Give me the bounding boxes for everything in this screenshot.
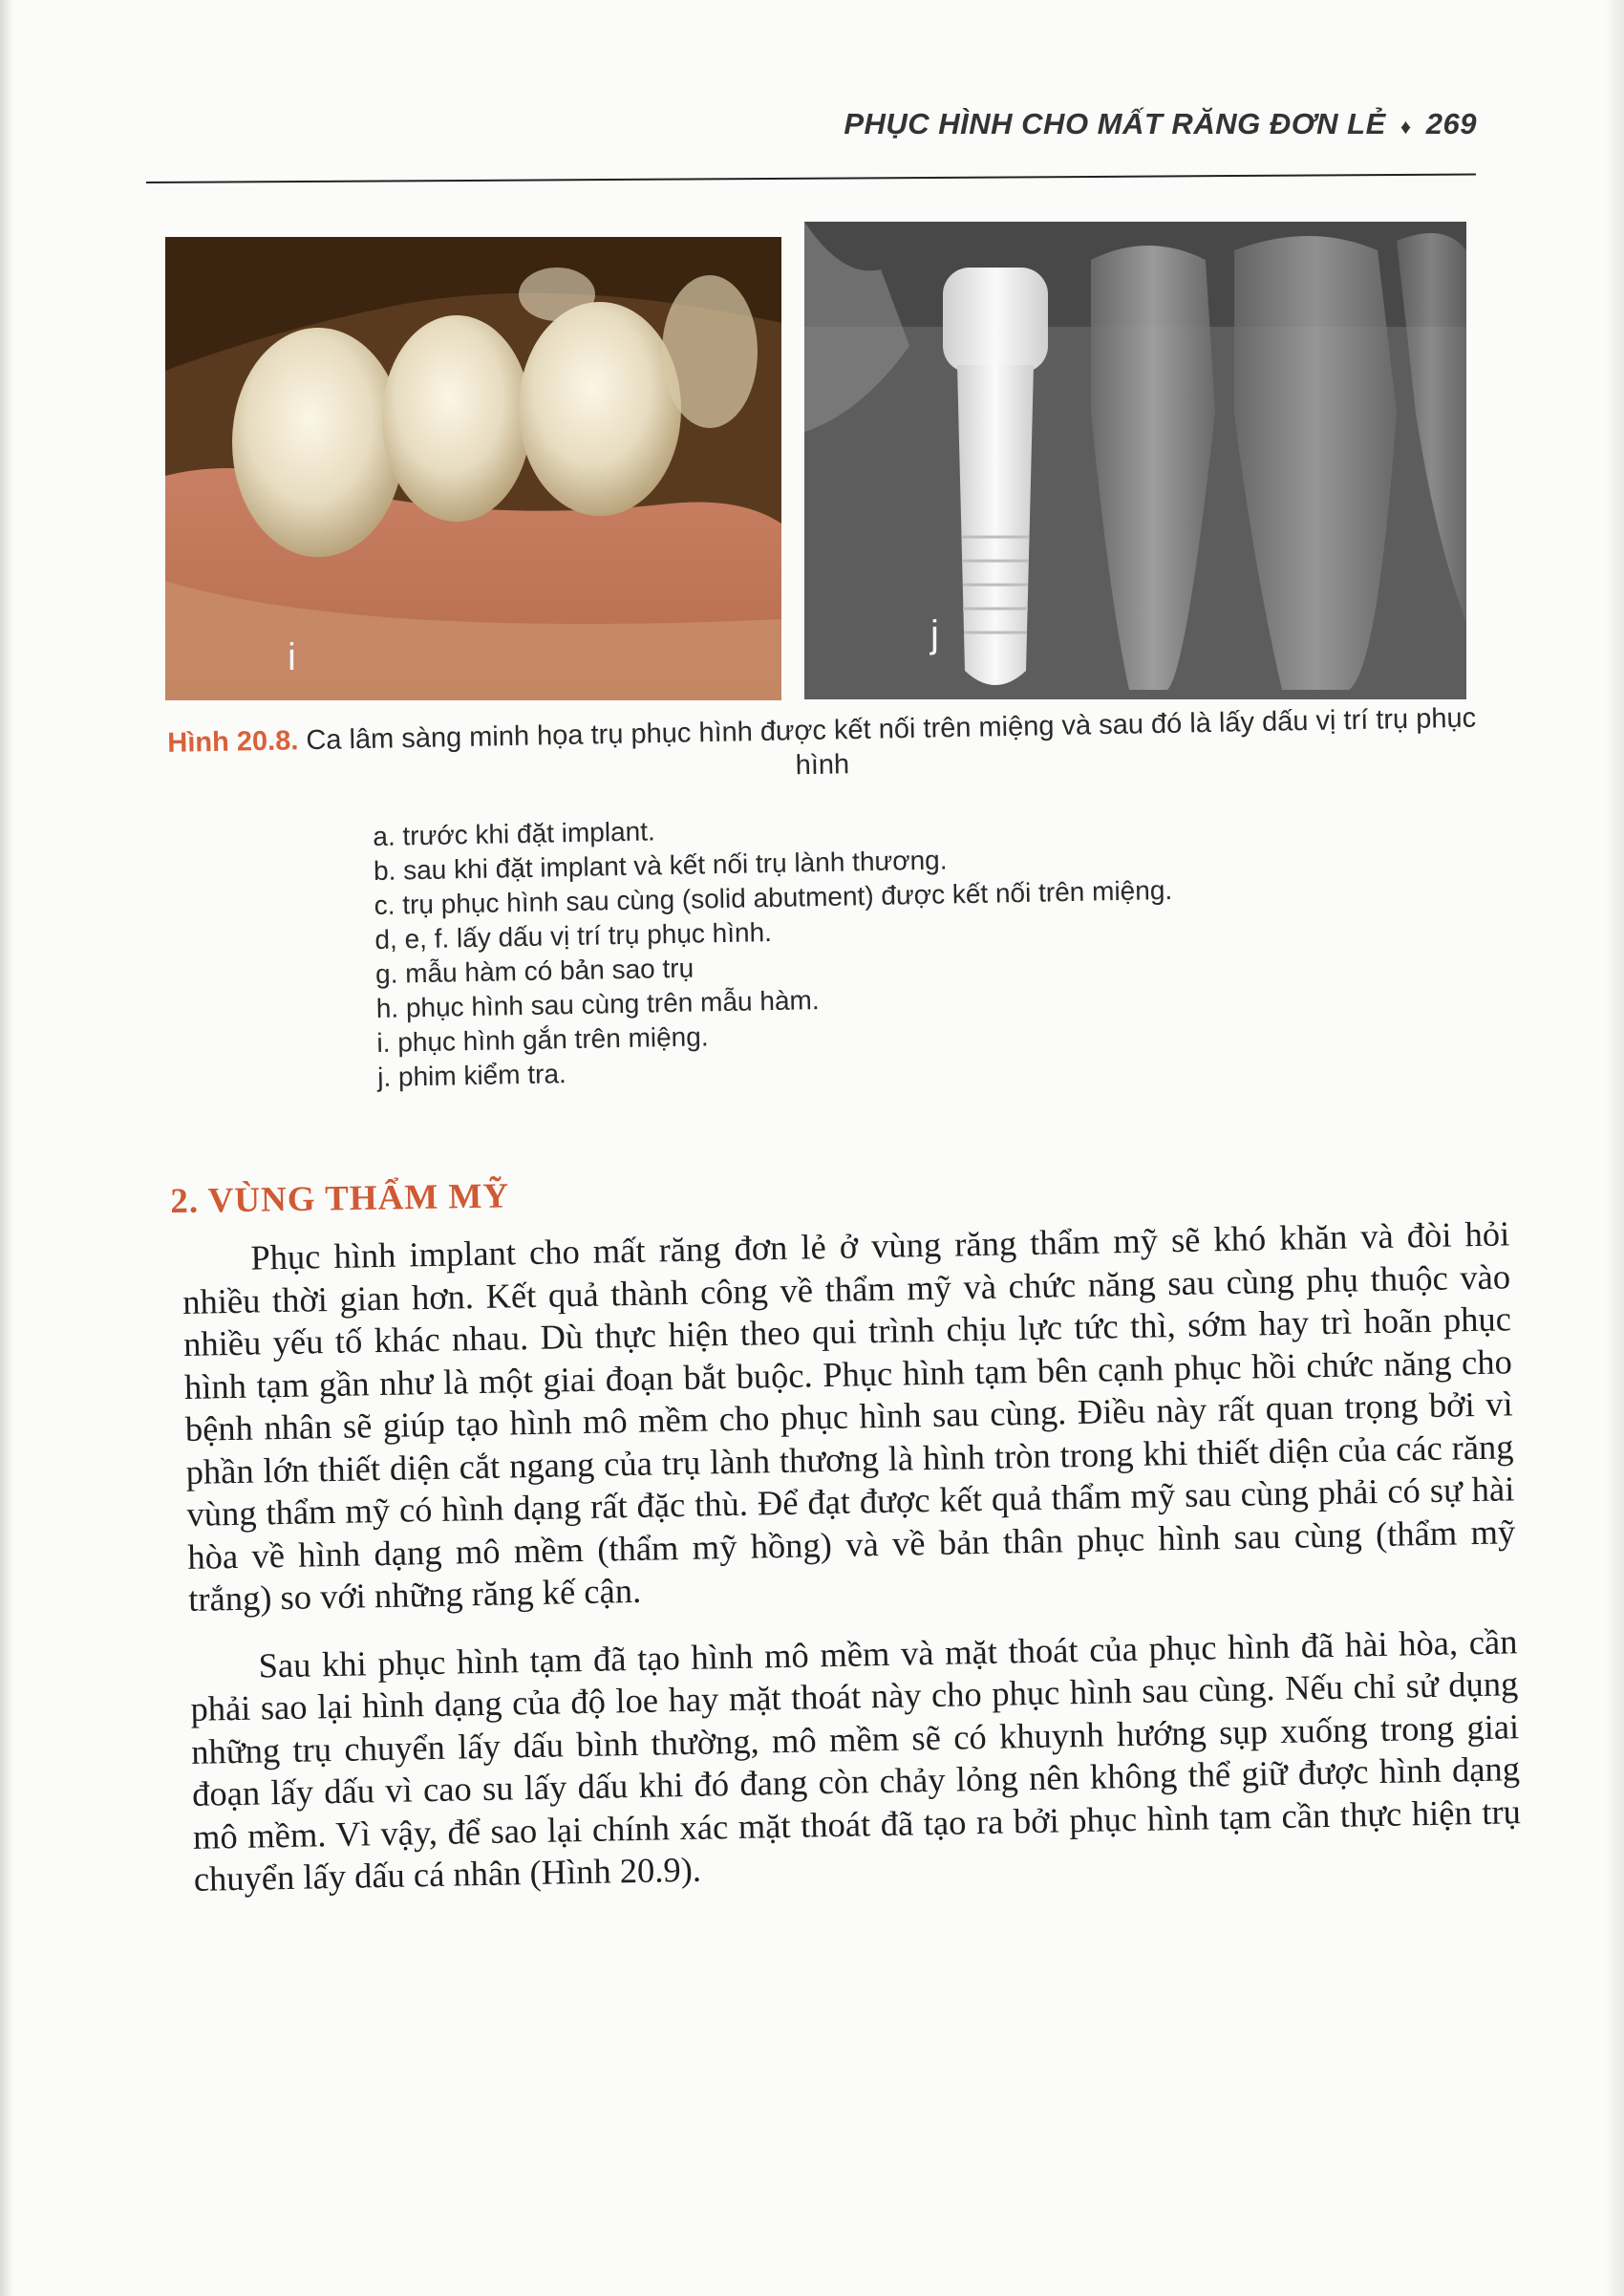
caption-item: b. sau khi đặt implant và kết nối trụ lành thương. xyxy=(373,845,948,886)
scan-edge-shadow xyxy=(0,0,13,2296)
panel-label-i: i xyxy=(288,636,296,678)
panel-label-j: j xyxy=(930,613,939,655)
page-number: 269 xyxy=(1425,107,1477,140)
running-title: PHỤC HÌNH CHO MẤT RĂNG ĐƠN LẺ xyxy=(844,107,1386,140)
body-text xyxy=(182,1212,1523,1925)
caption-item: g. mẫu hàm có bản sao trụ xyxy=(374,953,694,989)
intraoral-photo xyxy=(165,237,781,700)
caption-item: j. phim kiểm tra. xyxy=(376,1059,567,1092)
running-head xyxy=(822,107,1477,141)
caption-item: i. phục hình gắn trên miệng. xyxy=(376,1021,709,1058)
paragraph: Phục hình implant cho mất răng đơn lẻ ở vùng răng thẩm mỹ sẽ khó khăn và đòi hỏi nhiều thời gian hơn. Kết quả thành công về thẩm mỹ và chức năng sau cùng phụ thuộc vào nhiều yếu tố khác nhau. Dù thực hiện theo qui trình chịu lực tức thì, sớm hay trì hoãn phục hình tạm gần như là một giai đoạn bắt buộc. Phục hình tạm bên cạnh phục hồi chức năng cho bệnh nhân sẽ giúp tạo hình mô mềm cho phục hình sau cùng. Điều này rất quan trọng bởi vì phần lớn thiết diện cắt ngang của trụ lành thương là hình tròn trong khi thiết diện của các răng vùng thẩm mỹ có hình dạng rất đặc thù. Để đạt được kết quả thẩm mỹ sau cùng phải có sự hài hòa về hình dạng mô mềm (thẩm mỹ hồng) và về bản thân phục hình sau cùng (thẩm mỹ trắng) so với những răng kế cận. xyxy=(182,1213,1516,1619)
caption-list xyxy=(373,802,1333,1095)
radiograph-illustration xyxy=(804,222,1466,699)
figure-caption xyxy=(162,701,1482,795)
scan-edge-shadow-right xyxy=(1605,0,1624,2296)
caption-item: d, e, f. lấy dấu vị trí trụ phục hình. xyxy=(374,917,773,955)
caption-item: h. phục hình sau cùng trên mẫu hàm. xyxy=(375,985,820,1023)
radiograph xyxy=(804,222,1466,699)
header-rule xyxy=(146,173,1476,183)
section-heading: 2. VÙNG THẨM MỸ xyxy=(170,1176,510,1221)
caption-item: a. trước khi đặt implant. xyxy=(373,816,656,851)
diamond-separator-icon: ♦ xyxy=(1400,115,1412,139)
figure-number: Hình 20.8. xyxy=(167,725,299,759)
caption-item: c. trụ phục hình sau cùng (solid abutment) được kết nối trên miệng. xyxy=(374,874,1173,920)
paragraph: Sau khi phục hình tạm đã tạo hình mô mềm và mặt thoát của phục hình đã hài hòa, cần phải sao lại hình dạng của độ loe hay mặt thoát này cho phục hình sau cùng. Nếu chỉ sử dụng những trụ chuyển lấy dấu bình thường, mô mềm sẽ có khuynh hướng sụp xuống trong giai đoạn lấy dấu vì cao su lấy dấu khi đó đang còn chảy lỏng nên không thể giữ được hình dạng mô mềm. Vì vậy, để sao lại chính xác mặt thoát đã tạo ra bởi phục hình tạm cần thực hiện trụ chuyển lấy dấu cá nhân (Hình 20.9). xyxy=(190,1620,1522,1899)
figure-caption-text: Ca lâm sàng minh họa trụ phục hình được kết nối trên miệng và sau đó là lấy dấu vị trí trụ phục hình xyxy=(306,702,1477,782)
intraoral-photo-illustration xyxy=(165,237,781,700)
